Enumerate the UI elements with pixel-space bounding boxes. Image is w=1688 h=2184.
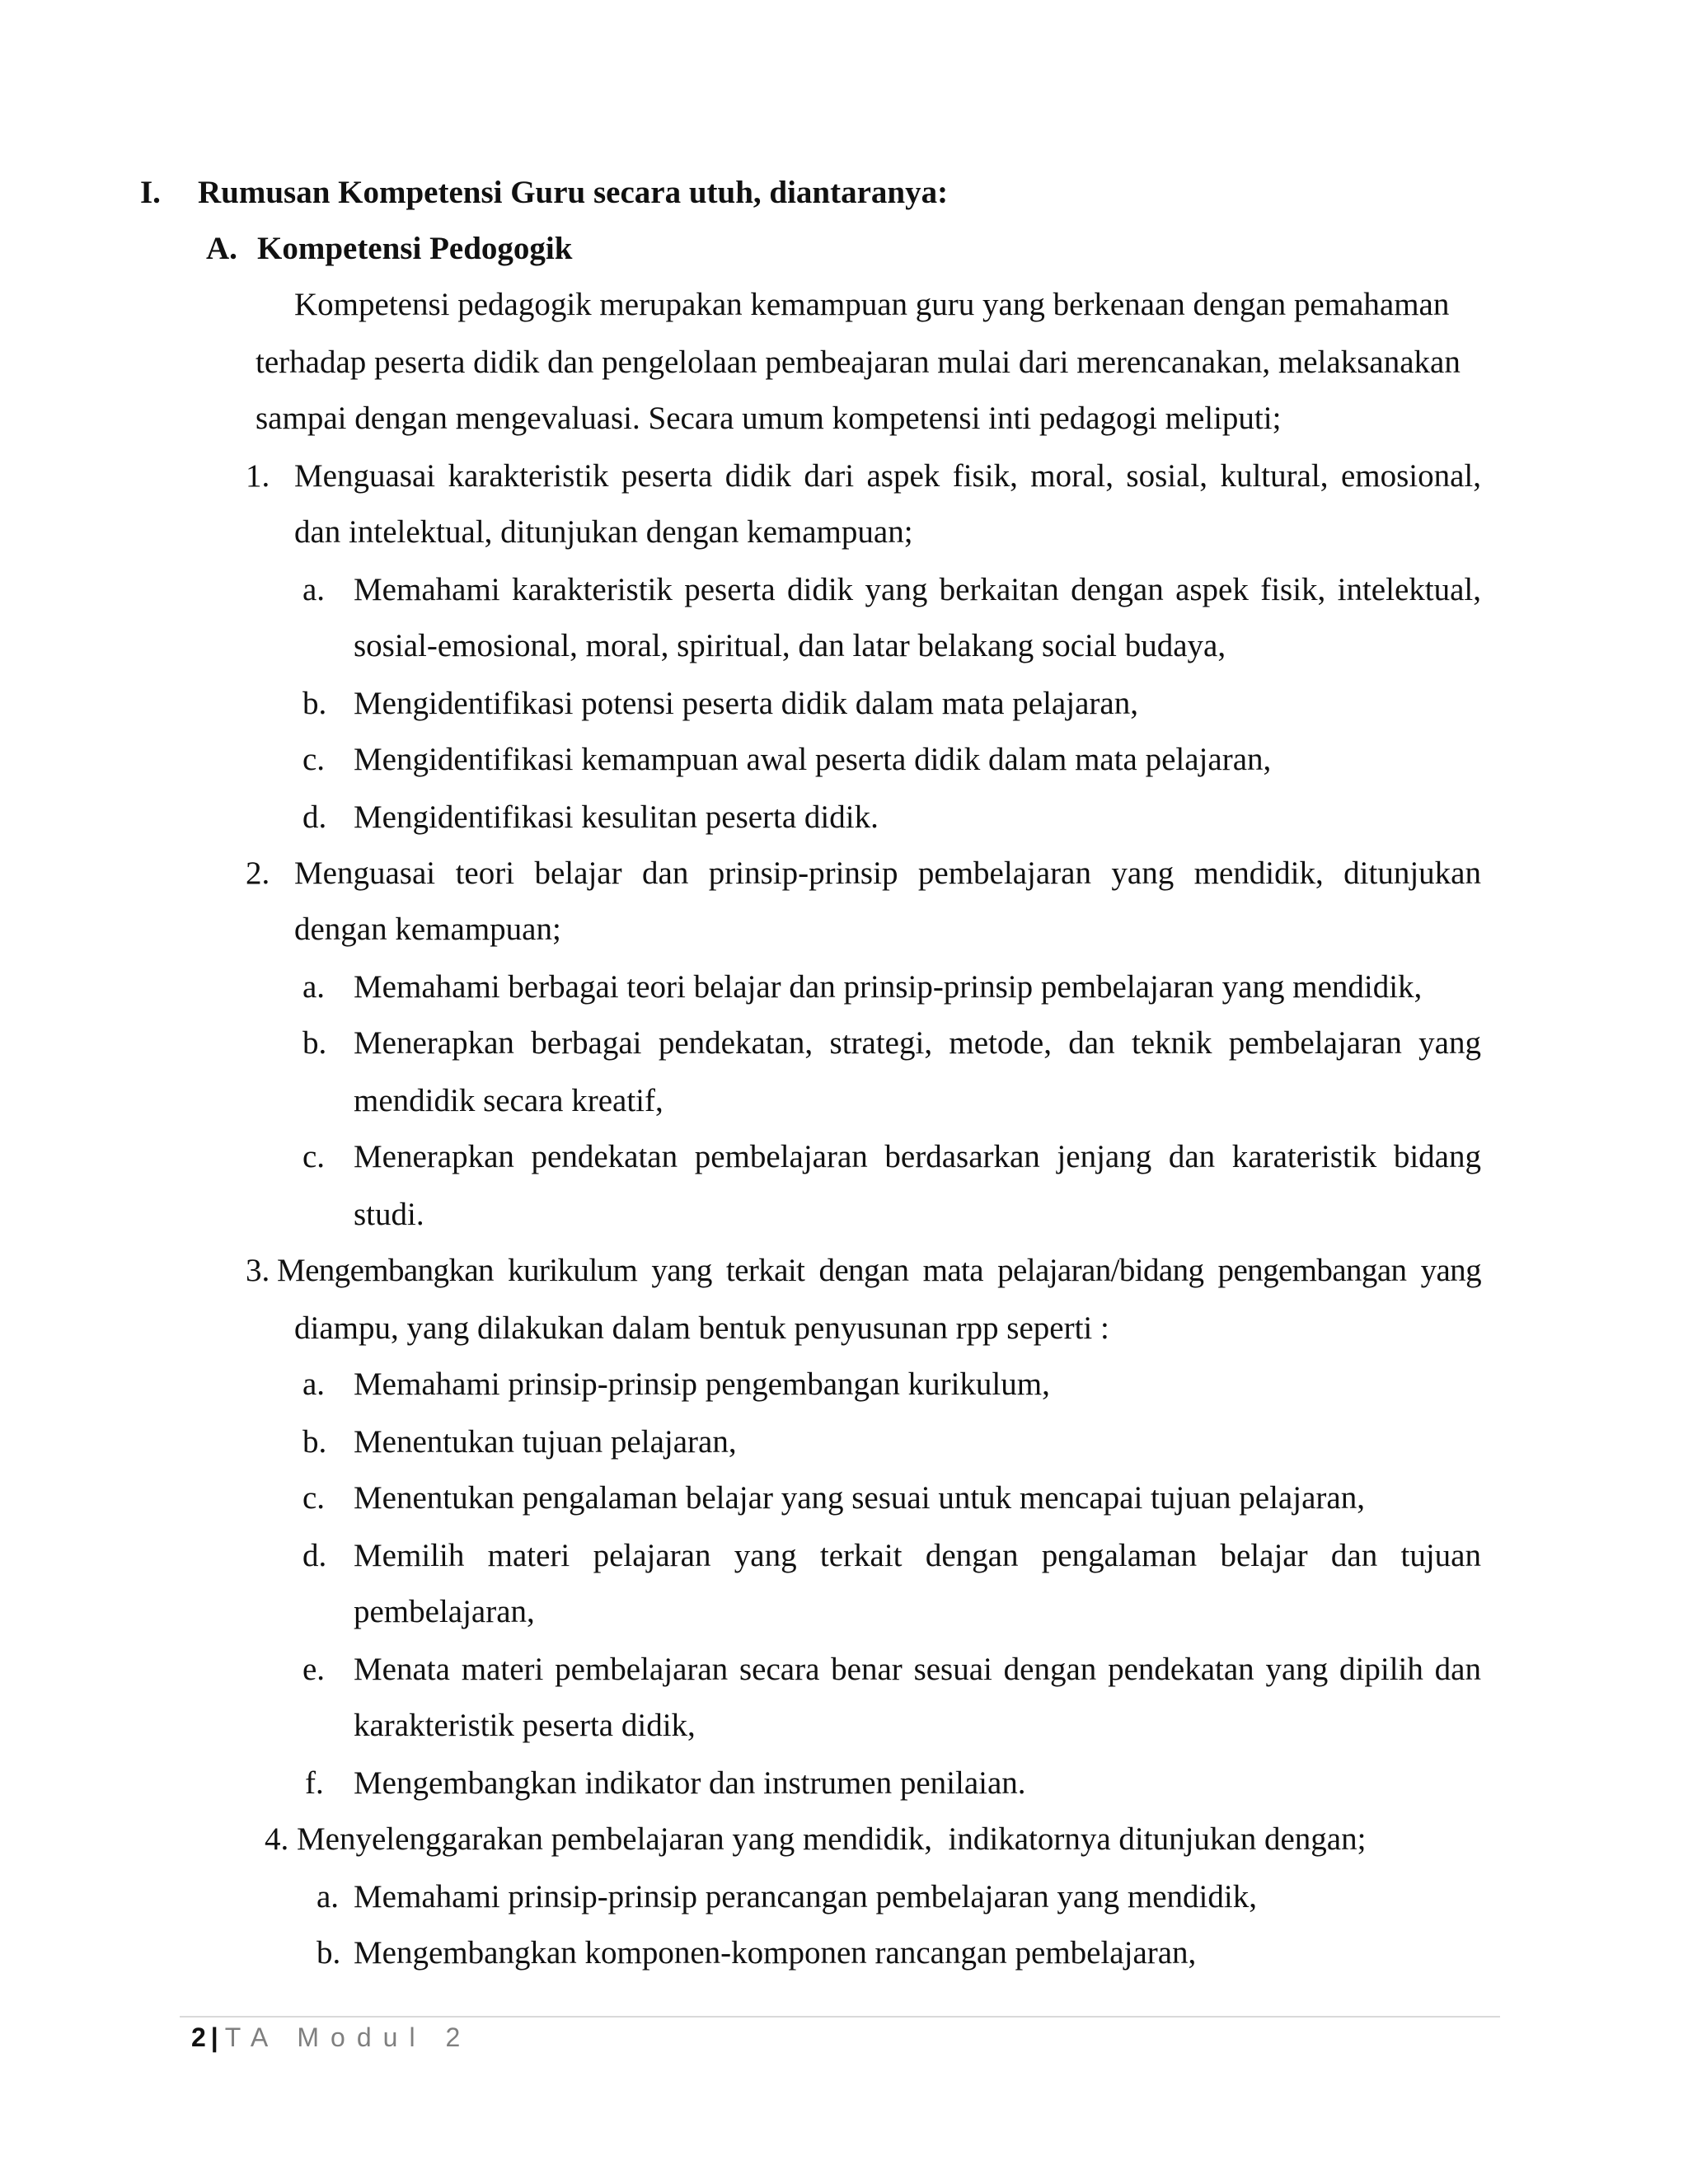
list-item-text: Menguasai karakteristik peserta didik dari aspek fisik, moral, sosial, kultural, emosional, [294, 458, 1481, 494]
sub-item-text: Menentukan tujuan pelajaran, [354, 1424, 737, 1460]
sub-item-text: Mengembangkan indikator dan instrumen penilaian. [354, 1765, 1026, 1801]
sub-item-text: Menerapkan berbagai pendekatan, strategi, metode, dan teknik pembelajaran yang [354, 1025, 1481, 1061]
sub-item-text: sosial-emosional, moral, spiritual, dan latar belakang social budaya, [354, 628, 1226, 663]
page-footer [191, 2021, 471, 2054]
list-number: 4. [265, 1821, 289, 1857]
sub-item-label: c. [302, 1480, 326, 1516]
subsection-label: A. [206, 231, 237, 266]
list-item-text: diampu, yang dilakukan dalam bentuk penyusunan rpp seperti : [294, 1310, 1109, 1346]
sub-item-text: Memahami prinsip-prinsip pengembangan kurikulum, [354, 1366, 1050, 1402]
list-item-text: Menguasai teori belajar dan prinsip-prinsip pembelajaran yang mendidik, ditunjukan [294, 855, 1481, 891]
sub-item-text: Menata materi pembelajaran secara benar sesuai dengan pendekatan yang dipilih dan [354, 1652, 1481, 1687]
list-number: 2. [246, 855, 270, 891]
sub-item-label: a. [302, 572, 326, 607]
sub-item-text: karakteristik peserta didik, [354, 1708, 696, 1743]
footer-doc-title: TA Modul 2 [224, 2022, 472, 2052]
sub-item-label: c. [302, 1139, 326, 1174]
page-number: 2 [191, 2022, 206, 2052]
subsection-title: Kompetensi Pedogogik [257, 231, 573, 266]
sub-item-label: a. [316, 1879, 340, 1915]
intro-line: sampai dengan mengevaluasi. Secara umum kompetensi inti pedagogi meliputi; [256, 401, 1282, 436]
sub-item-text: Mengembangkan komponen-komponen rancangan pembelajaran, [354, 1935, 1197, 1971]
intro-line: terhadap peserta didik dan pengelolaan pembeajaran mulai dari merencanakan, melaksanakan [256, 344, 1461, 380]
list-item-text: Mengembangkan kurikulum yang terkait dengan mata pelajaran/bidang pengembangan yang [277, 1253, 1481, 1288]
section-title: Rumusan Kompetensi Guru secara utuh, diantaranya: [198, 175, 949, 210]
list-number: 3. [246, 1253, 270, 1288]
sub-item-text: Mengidentifikasi potensi peserta didik dalam mata pelajaran, [354, 686, 1138, 721]
sub-item-text: Mengidentifikasi kesulitan peserta didik. [354, 799, 879, 835]
sub-item-label: e. [302, 1652, 326, 1687]
list-item-text: dan intelektual, ditunjukan dengan kemampuan; [294, 514, 913, 550]
sub-item-text: Memahami prinsip-prinsip perancangan pembelajaran yang mendidik, [354, 1879, 1257, 1915]
sub-item-text: Memahami berbagai teori belajar dan prinsip-prinsip pembelajaran yang mendidik, [354, 969, 1423, 1005]
list-item-text: Menyelenggarakan pembelajaran yang mendidik, indikatornya ditunjukan dengan; [297, 1821, 1367, 1857]
sub-item-label: a. [302, 969, 326, 1005]
sub-item-label: b. [302, 686, 327, 721]
sub-item-text: pembelajaran, [354, 1594, 535, 1629]
sub-item-label: b. [316, 1935, 341, 1971]
sub-item-text: Memahami karakteristik peserta didik yang berkaitan dengan aspek fisik, intelektual, [354, 572, 1481, 607]
sub-item-label: b. [302, 1025, 327, 1061]
sub-item-label: c. [302, 742, 326, 777]
footer-divider [180, 2016, 1500, 2018]
sub-item-text: Menentukan pengalaman belajar yang sesuai untuk mencapai tujuan pelajaran, [354, 1480, 1365, 1516]
sub-item-text: Mengidentifikasi kemampuan awal peserta didik dalam mata pelajaran, [354, 742, 1272, 777]
list-number: 1. [246, 458, 270, 494]
sub-item-label: b. [302, 1424, 327, 1460]
footer-separator: | [210, 2022, 218, 2052]
intro-line: Kompetensi pedagogik merupakan kemampuan guru yang berkenaan dengan pemahaman [294, 287, 1450, 322]
sub-item-label: f. [305, 1765, 324, 1801]
sub-item-label: d. [302, 799, 327, 835]
sub-item-text: Menerapkan pendekatan pembelajaran berdasarkan jenjang dan karateristik bidang [354, 1139, 1481, 1174]
sub-item-text: Memilih materi pelajaran yang terkait dengan pengalaman belajar dan tujuan [354, 1538, 1481, 1573]
sub-item-label: a. [302, 1366, 326, 1402]
sub-item-text: mendidik secara kreatif, [354, 1083, 663, 1118]
section-number: I. [140, 175, 161, 210]
sub-item-label: d. [302, 1538, 327, 1573]
sub-item-text: studi. [354, 1197, 424, 1232]
list-item-text: dengan kemampuan; [294, 912, 561, 947]
